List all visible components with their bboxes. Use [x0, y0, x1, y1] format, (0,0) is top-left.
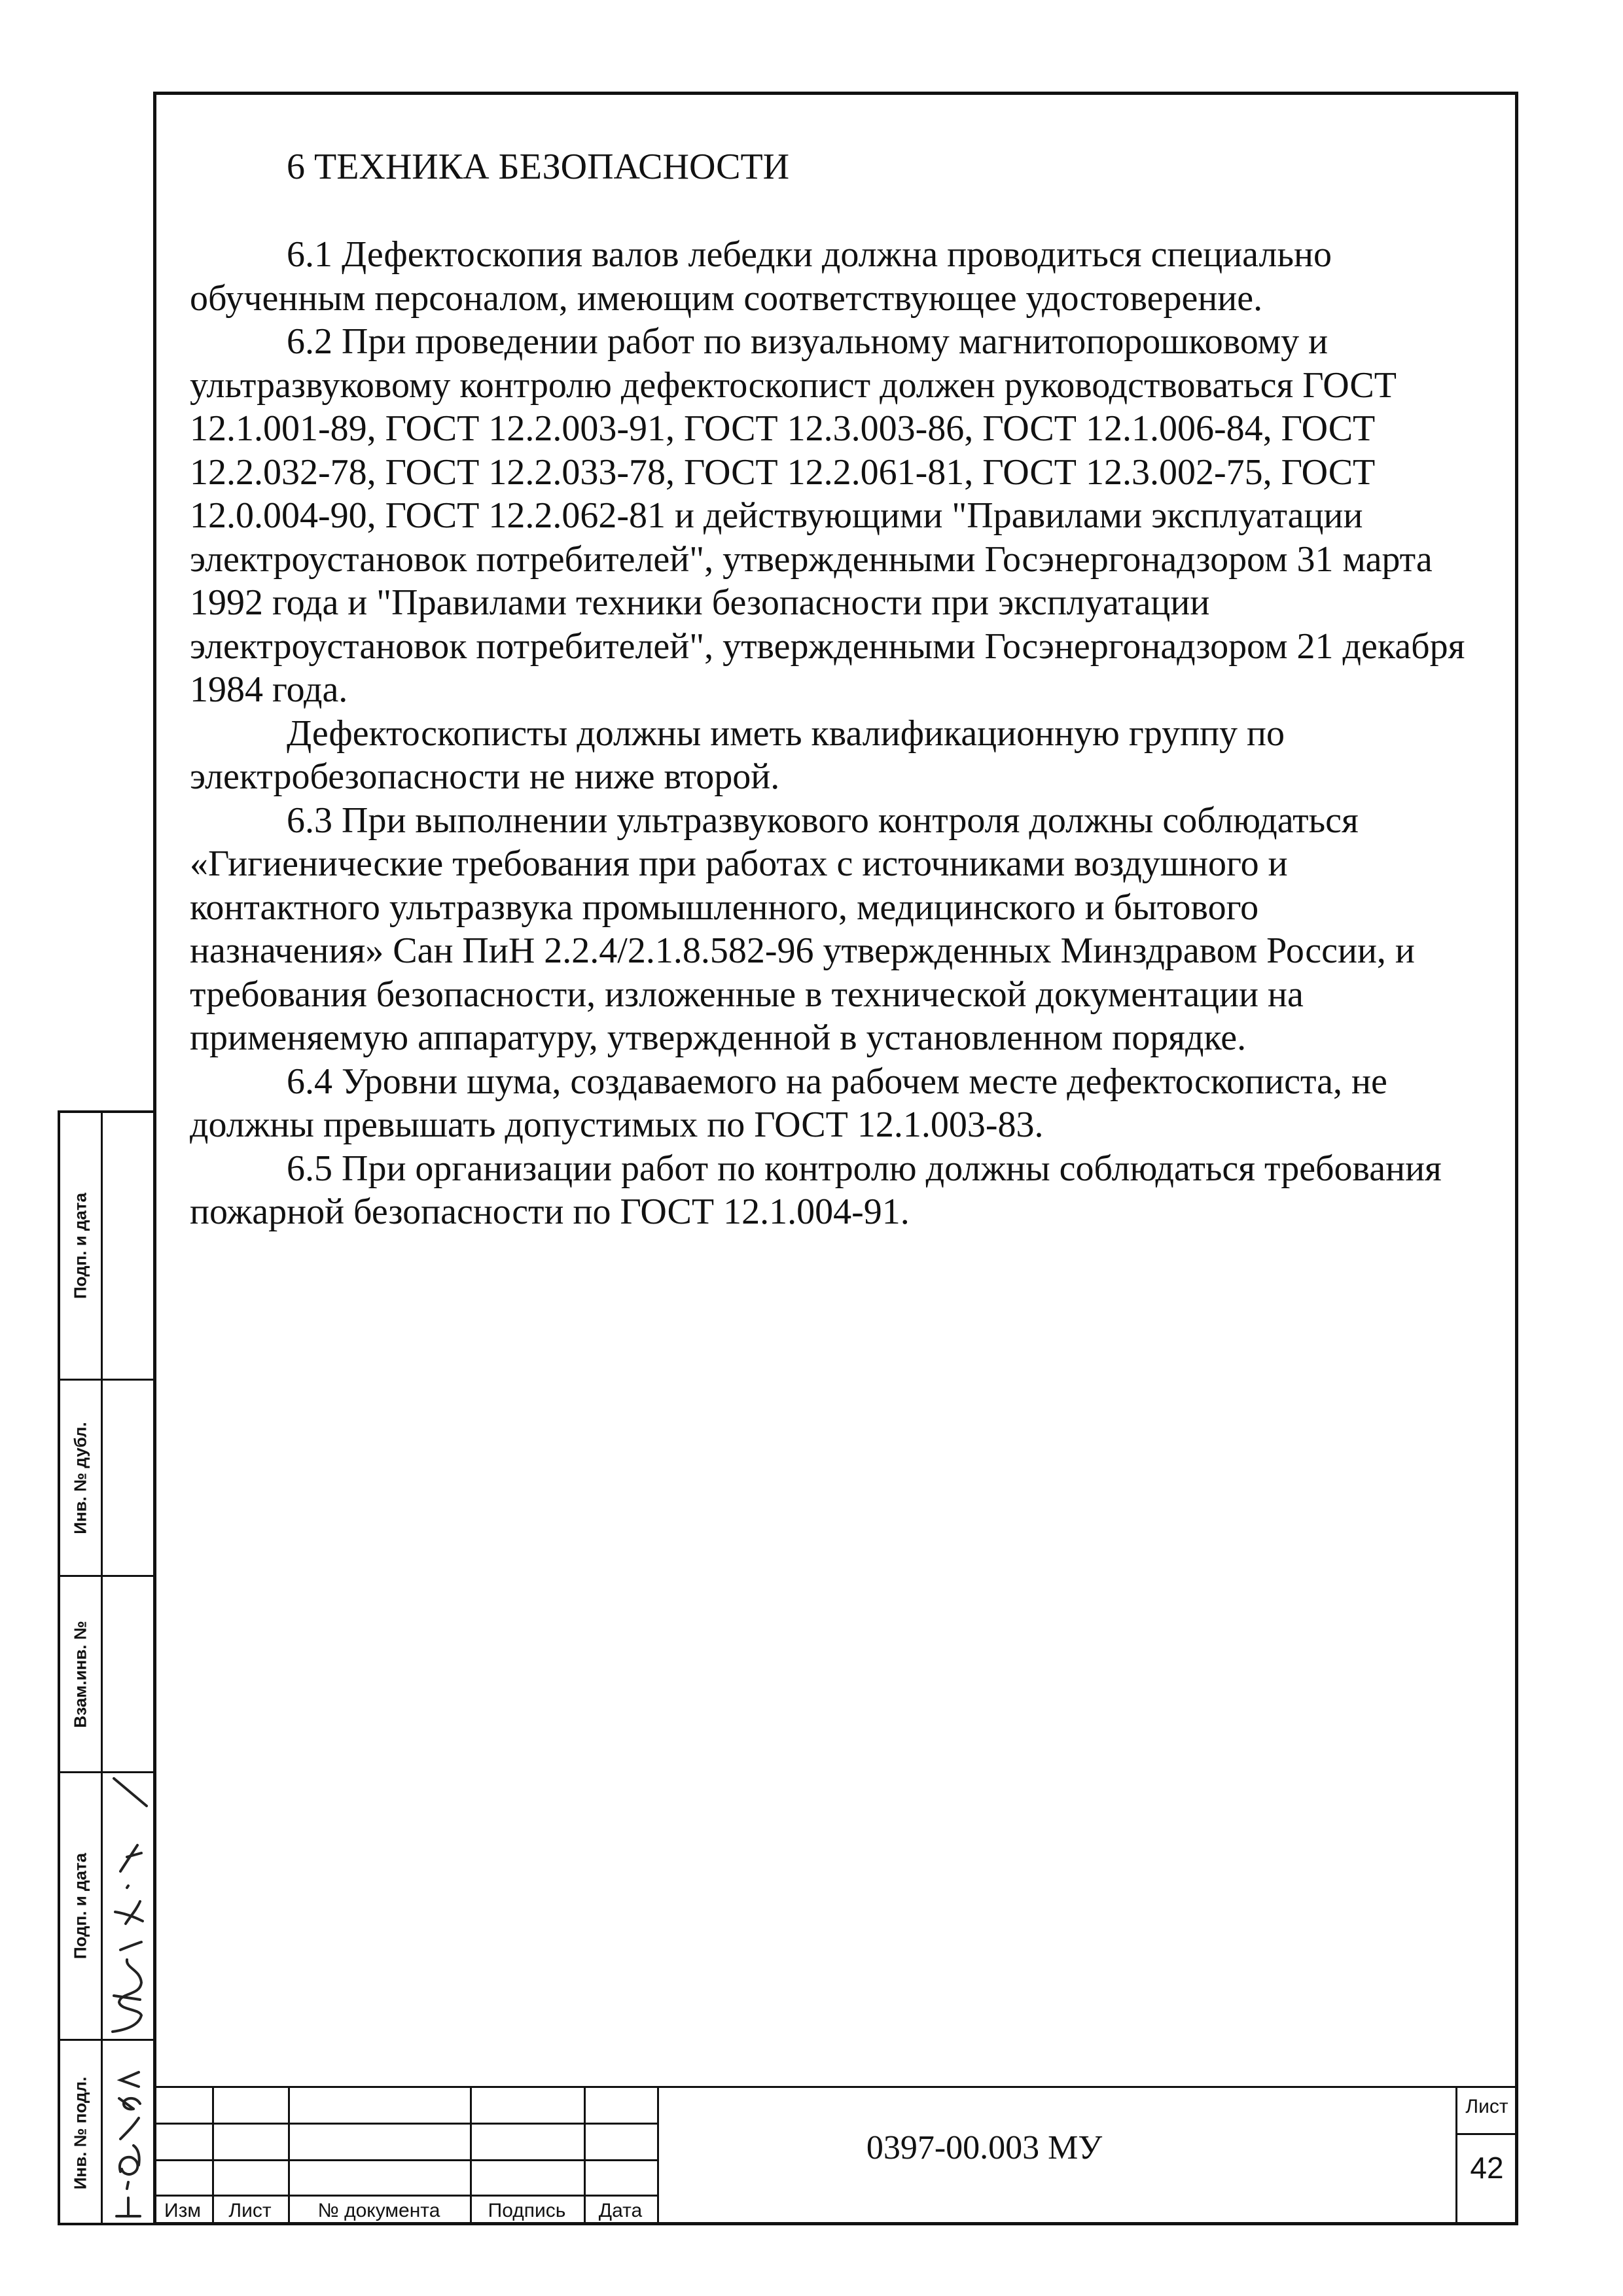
text-line: 6.4 Уровни шума, создаваемого на рабочем месте дефектоскописта, не: [287, 1061, 1387, 1102]
stamp-col-signature: Подпись: [488, 2200, 566, 2221]
text-line: 6.2 При проведении работ по визуальному магнитопорошковому и: [287, 321, 1329, 362]
side-label: Взам.инв. №: [70, 1620, 90, 1728]
sheet-label: Лист: [1465, 2096, 1508, 2117]
section-title: 6 ТЕХНИКА БЕЗОПАСНОСТИ: [287, 147, 790, 187]
stamp-col-sheet: Лист: [228, 2200, 272, 2221]
text-line: требования безопасности, изложенные в технической документации на: [190, 974, 1304, 1015]
text-line: 1992 года и "Правилами техники безопасности при эксплуатации: [190, 582, 1210, 623]
side-cell-replace-inv: [60, 1577, 153, 1773]
text-line: «Гигиенические требования при работах с источниками воздушного и: [190, 843, 1288, 884]
handwritten-signature: [101, 1773, 153, 2039]
text-line: назначения» Сан ПиН 2.2.4/2.1.8.582-96 утвержденных Минздравом России, и: [190, 930, 1415, 971]
text-line: 12.2.032-78, ГОСТ 12.2.033-78, ГОСТ 12.2.061-81, ГОСТ 12.3.002-75, ГОСТ: [190, 451, 1376, 493]
text-line: должны превышать допустимых по ГОСТ 12.1.003-83.: [190, 1104, 1044, 1145]
side-stamp: [58, 1110, 153, 2225]
stamp-col-change: Изм: [164, 2200, 201, 2221]
body-text: [190, 233, 1525, 1234]
text-line: пожарной безопасности по ГОСТ 12.1.004-91.: [190, 1192, 910, 1232]
text-line: 6.3 При выполнении ультразвукового контроля должны соблюдаться: [287, 800, 1359, 841]
text-line: 12.0.004-90, ГОСТ 12.2.062-81 и действующими "Правилами эксплуатации: [190, 495, 1363, 536]
text-line: контактного ультразвука промышленного, медицинского и бытового: [190, 887, 1259, 928]
stamp-col-document: № документа: [317, 2200, 440, 2221]
text-line: электроустановок потребителей", утвержденными Госэнергонадзором 31 марта: [190, 539, 1433, 580]
text-line: ультразвуковому контролю дефектоскопист должен руководствоваться ГОСТ: [190, 364, 1397, 406]
text-line: электроустановок потребителей", утвержденными Госэнергонадзором 21 декабря: [190, 626, 1465, 667]
text-line: применяемую аппаратуру, утвержденной в установленном порядке.: [190, 1017, 1247, 1058]
text-line: 6.1 Дефектоскопия валов лебедки должна проводиться специально: [287, 234, 1332, 275]
text-line: Дефектоскописты должны иметь квалификационную группу по: [287, 713, 1285, 754]
side-label: Инв. № дубл.: [70, 1421, 90, 1534]
document-code: 0397-00.003 МУ: [866, 2129, 1103, 2166]
handwritten-inventory-number: [101, 2041, 153, 2225]
text-line: 1984 года.: [190, 669, 348, 710]
side-cell-sign-date-2: [60, 1773, 153, 2041]
stamp-col-date: Дата: [598, 2200, 643, 2221]
side-cell-inv-dup: [60, 1381, 153, 1577]
side-label: Подп. и дата: [70, 1852, 90, 1960]
side-cell-inv-orig: [60, 2041, 153, 2225]
title-block: [153, 2086, 1518, 2225]
text-line: 6.5 При организации работ по контролю должны соблюдаться требования: [287, 1148, 1442, 1189]
text-line: 12.1.001-89, ГОСТ 12.2.003-91, ГОСТ 12.3.003-86, ГОСТ 12.1.006-84, ГОСТ: [190, 408, 1376, 449]
text-line: обученным персоналом, имеющим соответствующее удостоверение.: [190, 277, 1263, 319]
sheet-number: 42: [1470, 2151, 1504, 2185]
side-label: Инв. № подл.: [70, 2076, 90, 2190]
side-label: Подп. и дата: [70, 1192, 90, 1299]
side-cell-sign-date-1: [60, 1113, 153, 1381]
text-line: электробезопасности не ниже второй.: [190, 756, 780, 797]
